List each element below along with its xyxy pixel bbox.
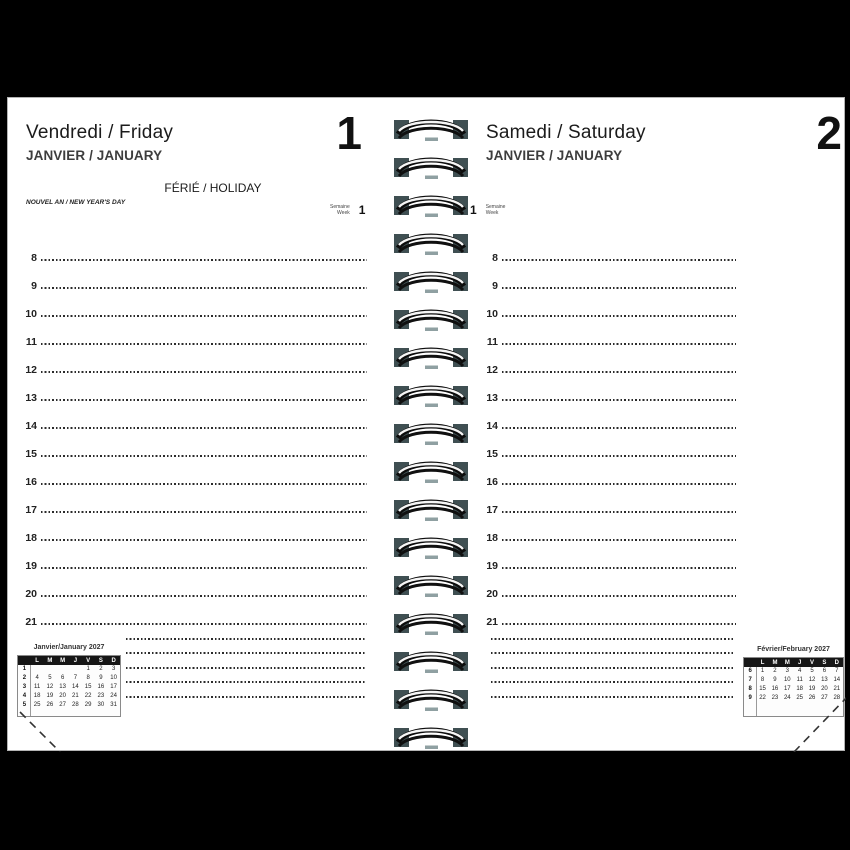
hour-label: 15 — [25, 448, 37, 460]
calendar-day: 25 — [796, 695, 804, 701]
hour-label: 11 — [486, 336, 498, 348]
left-holiday-note: NOUVEL AN / NEW YEAR'S DAY — [26, 199, 126, 206]
calendar-day: 2 — [773, 668, 777, 674]
calendar-day: 18 — [33, 693, 41, 699]
week-number: 1 — [22, 666, 27, 672]
calendar-day: 1 — [760, 668, 765, 674]
calendar-day: 7 — [835, 668, 839, 674]
hour-label: 12 — [486, 364, 498, 376]
calendar-day: 27 — [59, 702, 66, 708]
calendar-day: 14 — [833, 677, 841, 683]
calendar-day: 27 — [821, 695, 828, 701]
hour-label: 10 — [486, 308, 498, 320]
calendar-day-header: J — [69, 656, 82, 665]
calendar-day: 6 — [60, 675, 65, 681]
calendar-day: 20 — [59, 693, 66, 699]
hour-label: 10 — [25, 308, 37, 320]
calendar-day-header: M — [781, 658, 793, 667]
hour-label: 17 — [25, 504, 37, 516]
week-number: 3 — [22, 684, 27, 690]
hour-label: 19 — [486, 560, 498, 572]
right-month-name: JANVIER / JANUARY — [486, 148, 623, 163]
hour-label: 16 — [25, 476, 37, 488]
calendar-day: 28 — [72, 702, 79, 708]
calendar-day: 22 — [759, 695, 766, 701]
calendar-day: 6 — [822, 668, 827, 674]
hour-label: 20 — [25, 588, 37, 600]
right-day-number: 2 — [816, 107, 842, 159]
tear-corner-perforation-left — [20, 712, 60, 752]
calendar-day: 21 — [72, 693, 79, 699]
calendar-day: 10 — [110, 675, 117, 681]
calendar-day: 16 — [771, 686, 779, 692]
left-week-number: 1 — [358, 203, 366, 217]
week-label-en: Week — [337, 210, 350, 216]
calendar-day: 13 — [59, 684, 66, 690]
calendar-day-header: S — [818, 658, 830, 667]
calendar-day: 23 — [771, 695, 779, 701]
calendar-day-header: D — [831, 658, 843, 667]
hour-label: 14 — [486, 420, 498, 432]
calendar-day: 2 — [99, 666, 103, 672]
calendar-day: 11 — [796, 677, 803, 683]
calendar-day: 12 — [808, 677, 816, 683]
calendar-day: 8 — [86, 675, 90, 681]
calendar-day: 18 — [796, 686, 804, 692]
hour-label: 16 — [486, 476, 498, 488]
hour-label: 11 — [25, 336, 37, 348]
week-number: 7 — [748, 677, 752, 683]
calendar-day: 9 — [773, 677, 777, 683]
calendar-day: 5 — [48, 675, 52, 681]
calendar-day: 24 — [783, 695, 791, 701]
calendar-day: 28 — [833, 695, 841, 701]
calendar-day: 15 — [759, 686, 766, 692]
hour-label: 9 — [31, 280, 37, 292]
calendar-day: 7 — [73, 675, 78, 681]
week-number: 9 — [748, 695, 752, 701]
calendar-day: 3 — [111, 666, 116, 672]
calendar-day: 19 — [46, 693, 54, 699]
calendar-day: 26 — [46, 702, 54, 708]
right-mini-calendar-title: Février/February 2027 — [757, 646, 830, 653]
calendar-day: 23 — [97, 693, 105, 699]
left-day-name: Vendredi / Friday — [26, 122, 174, 143]
calendar-day: 14 — [72, 684, 79, 690]
calendar-day: 25 — [33, 702, 41, 708]
calendar-day-header: M — [56, 656, 69, 665]
calendar-day: 22 — [84, 693, 92, 699]
hour-label: 21 — [486, 616, 498, 628]
left-mini-calendar-title: Janvier/January 2027 — [33, 644, 105, 651]
calendar-day: 15 — [84, 684, 92, 690]
hour-label: 13 — [486, 392, 498, 404]
hour-label: 18 — [486, 532, 498, 544]
left-holiday-label: FÉRIÉ / HOLIDAY — [164, 181, 262, 195]
hour-label: 9 — [492, 280, 498, 292]
calendar-day: 21 — [833, 686, 841, 692]
calendar-day: 29 — [84, 702, 92, 708]
calendar-day: 4 — [35, 675, 39, 681]
calendar-day: 19 — [808, 686, 816, 692]
week-number: 5 — [22, 702, 27, 708]
hour-label: 17 — [486, 504, 498, 516]
week-number: 6 — [748, 668, 752, 674]
diary-page — [7, 97, 845, 751]
hour-label: 19 — [25, 560, 37, 572]
calendar-day: 17 — [783, 686, 791, 692]
calendar-day-header: D — [107, 656, 120, 665]
hour-label: 12 — [25, 364, 37, 376]
hour-label: 21 — [25, 616, 37, 628]
hour-label: 15 — [486, 448, 498, 460]
hour-label: 14 — [25, 420, 37, 432]
calendar-day: 8 — [760, 677, 765, 683]
calendar-day-header: V — [806, 658, 818, 667]
hour-label: 20 — [486, 588, 498, 600]
calendar-day: 24 — [110, 693, 117, 699]
week-label-fr: Semaine — [485, 204, 506, 210]
calendar-day: 20 — [821, 686, 828, 692]
week-number: 4 — [22, 693, 27, 699]
tear-corner-perforation-right — [794, 693, 846, 752]
calendar-day: 17 — [110, 684, 117, 690]
hour-label: 8 — [492, 252, 498, 264]
left-month-name: JANVIER / JANUARY — [26, 148, 163, 163]
calendar-day-header: V — [82, 656, 95, 665]
week-label-fr: Semaine — [330, 204, 350, 210]
right-week-number: 1 — [470, 203, 477, 217]
calendar-day: 30 — [97, 702, 105, 708]
calendar-day-header: J — [794, 658, 806, 667]
calendar-day-header: S — [95, 656, 108, 665]
corner-perforations — [8, 98, 846, 752]
calendar-day: 26 — [808, 695, 816, 701]
calendar-day-header: M — [769, 658, 781, 667]
calendar-day: 1 — [86, 666, 90, 672]
calendar-day: 31 — [110, 702, 117, 708]
calendar-day: 9 — [99, 675, 103, 681]
left-day-number: 1 — [336, 107, 362, 159]
calendar-day: 3 — [785, 668, 789, 674]
calendar-day: 11 — [34, 684, 41, 690]
week-label-en: Week — [485, 210, 499, 216]
calendar-day: 4 — [798, 668, 802, 674]
calendar-day-header: L — [756, 658, 768, 667]
calendar-day-header: M — [44, 656, 57, 665]
hour-label: 13 — [25, 392, 37, 404]
week-number: 8 — [748, 686, 752, 692]
calendar-day: 5 — [810, 668, 814, 674]
hour-label: 8 — [31, 252, 37, 264]
calendar-day: 16 — [97, 684, 105, 690]
calendar-day: 12 — [46, 684, 54, 690]
calendar-day: 13 — [821, 677, 828, 683]
calendar-day-header: L — [31, 656, 44, 665]
calendar-day: 10 — [783, 677, 791, 683]
right-day-name: Samedi / Saturday — [486, 122, 646, 143]
hour-label: 18 — [25, 532, 37, 544]
week-number: 2 — [22, 675, 27, 681]
